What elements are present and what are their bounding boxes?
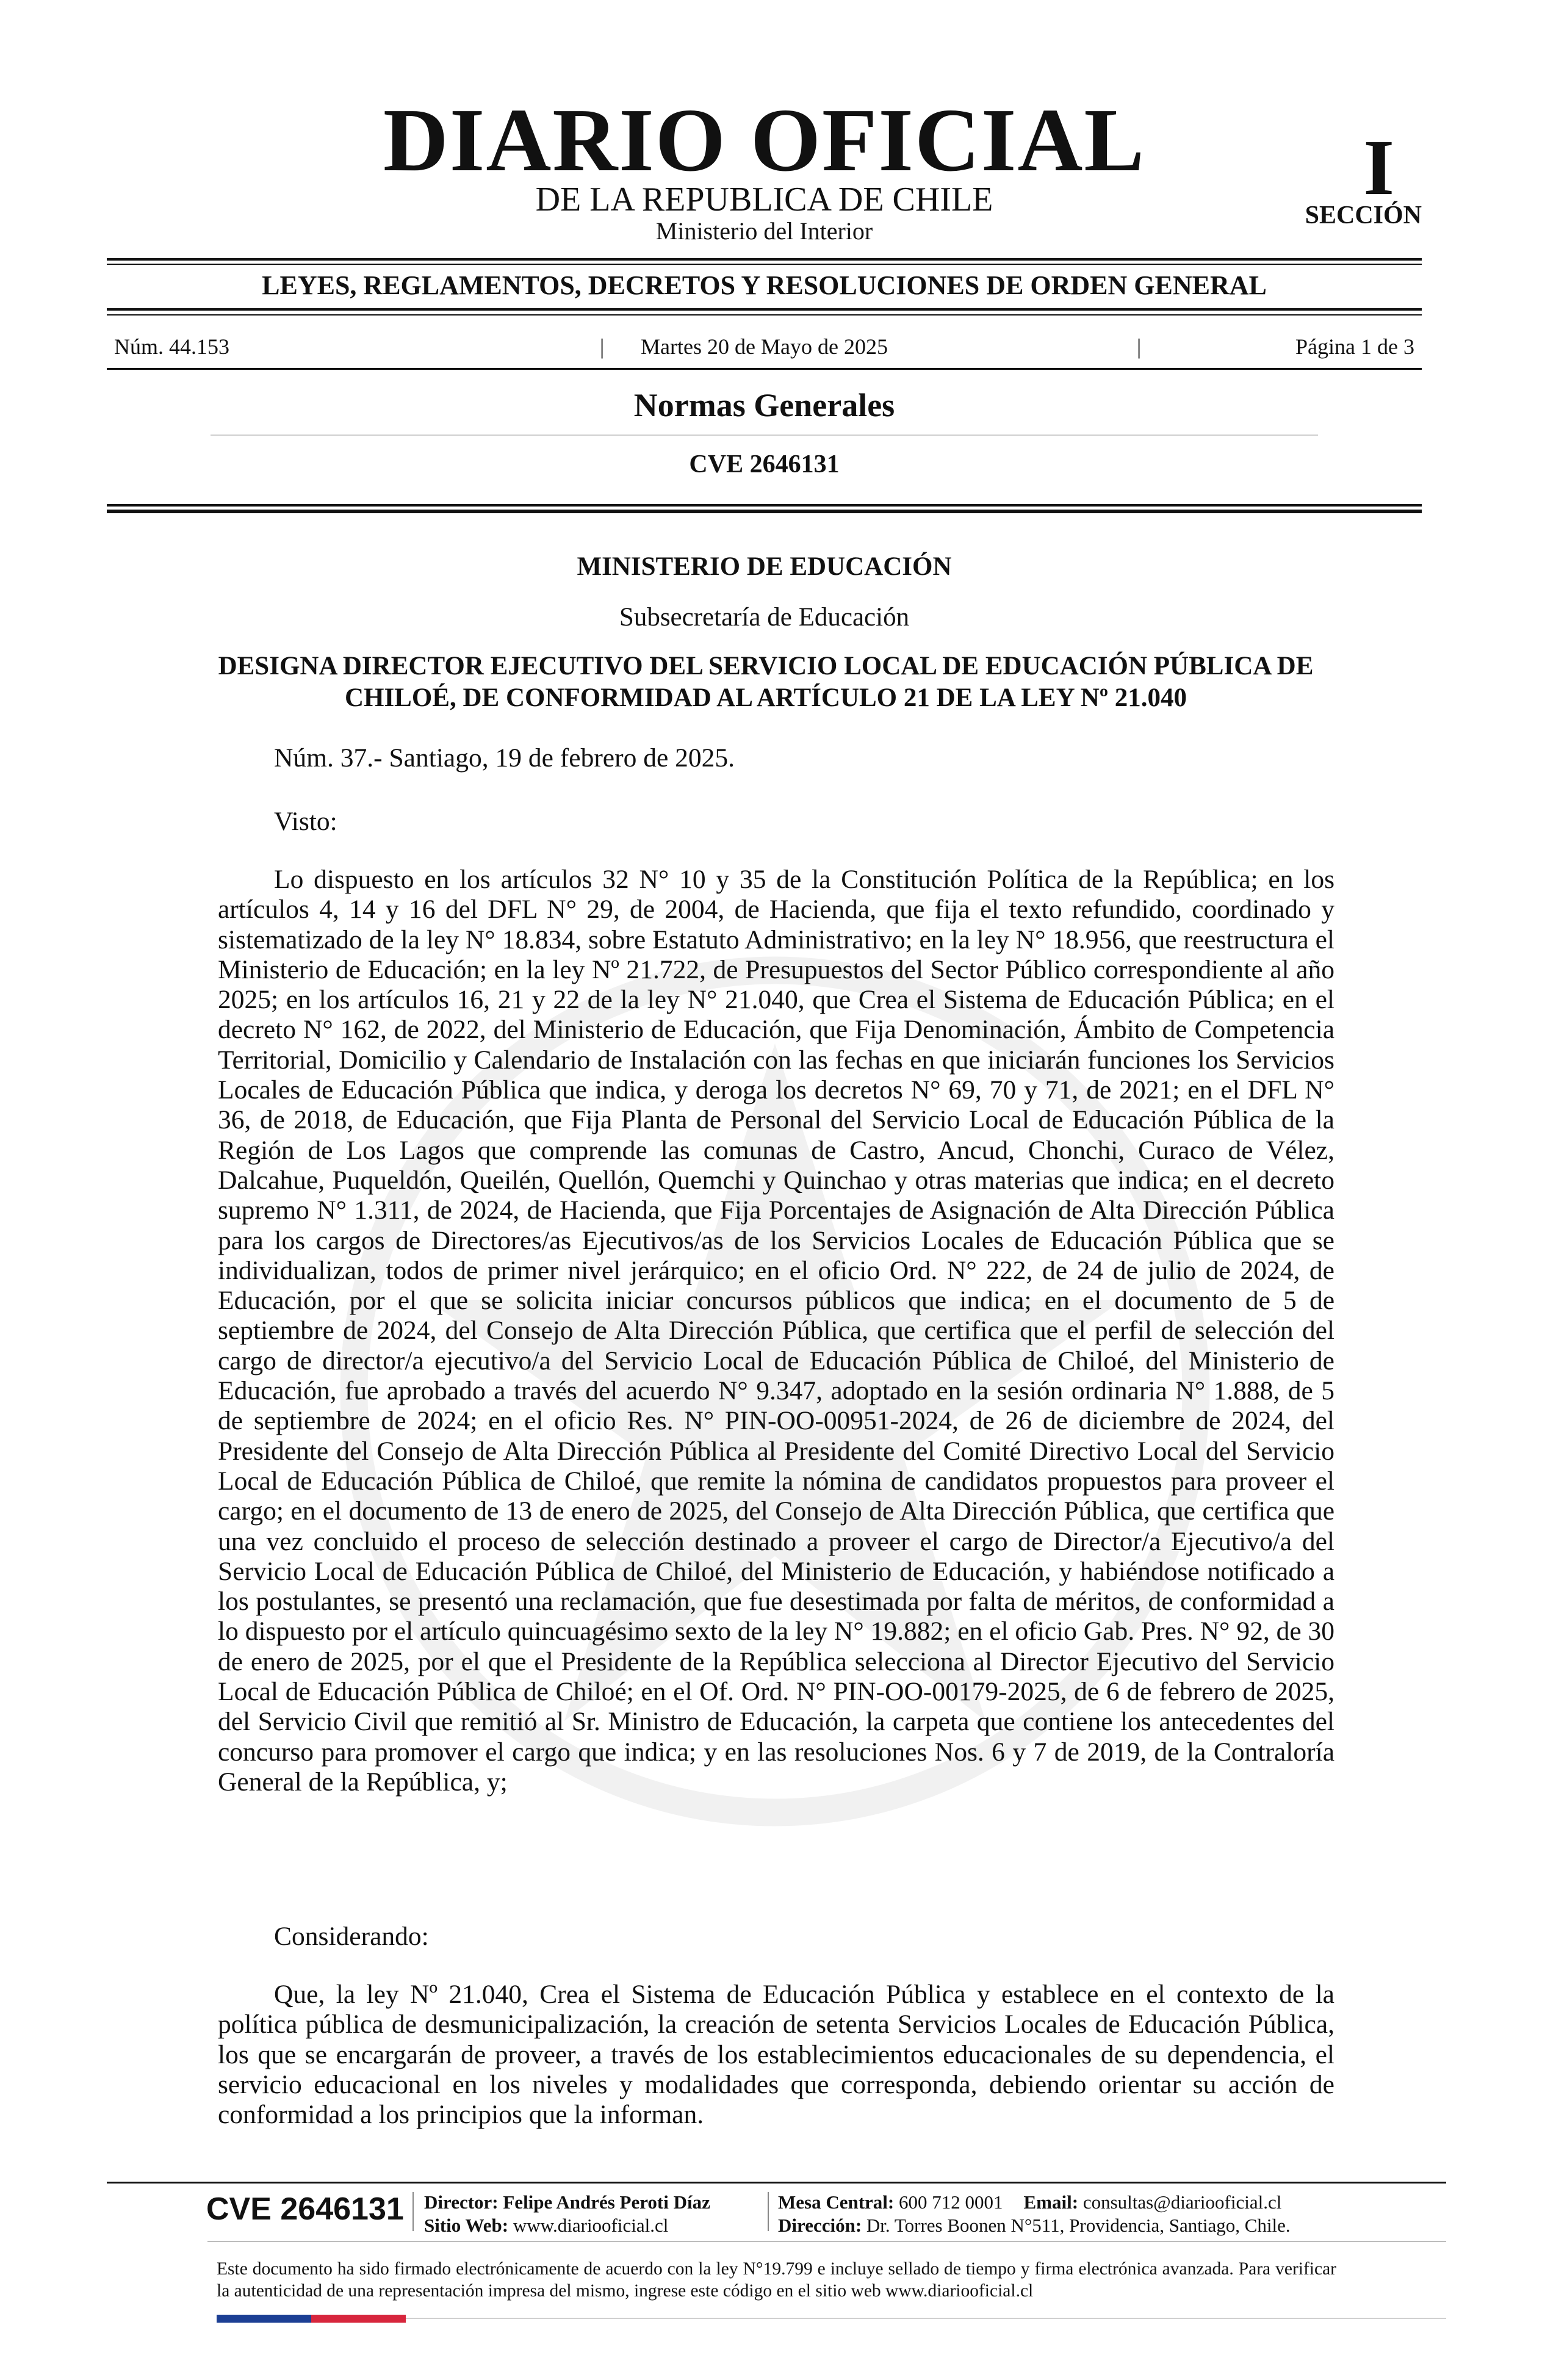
issue-number: Núm. 44.153 xyxy=(114,334,229,359)
visto-paragraph: Lo dispuesto en los artículos 32 N° 10 y 35 de la Constitución Política de la República; en los artículos 4, 14 y 16 del DFL N° 29, de 2004, de Hacienda, que fija el texto refundido, coordinado y sistematizado de la ley N° 18.834, sobre Estatuto Administrativo; en la ley N° 18.956, que reestructura el Ministerio de Educación; en la ley Nº 21.722, de Presupuestos del Sector Público correspondiente al año 2025; en los artículos 16, 21 y 22 de la ley N° 21.040, que Crea el Sistema de Educación Pública; en el decreto N° 162, de 2022, del Ministerio de Educación, que Fija Denominación, Ámbito de Competencia Territorial, Domicilio y Calendario de Instalación con las fechas en que iniciarán funciones los Servicios Locales de Educación Pública que indica, y deroga los decretos N° 69, 70 y 71, de 2021; en el DFL N° 36, de 2018, de Educación, que Fija Planta de Personal del Servicio Local de Educación Pública de la Región de Los Lagos que comprende las comunas de Castro, Ancud, Chonchi, Curaco de Vélez, Dalcahue, Puqueldón, Queilén, Quellón, Quemchi y Quinchao y otras materias que indica; en el decreto supremo N° 1.311, de 2024, de Hacienda, que Fija Porcentajes de Asignación de Alta Dirección Pública para los cargos de Directores/as Ejecutivos/as de los Servicios Locales de Educación Pública que se individualizan, todos de primer nivel jerárquico; en el oficio Ord. N° 222, de 24 de julio de 2024, de Educación, por el que se solicita iniciar concursos públicos que indica; en el documento de 5 de septiembre de 2024, del Consejo de Alta Dirección Pública, que certifica que el perfil de selección del cargo de director/a ejecutivo/a del Servicio Local de Educación Pública de Chiloé, del Ministerio de Educación, fue aprobado a través del acuerdo N° 9.347, adoptado en la sesión ordinaria N° 1.888, de 5 de septiembre de 2024; en el oficio Res. N° PIN-OO-00951-2024, de 26 de diciembre de 2024, del Presidente del Consejo de Alta Dirección Pública al Presidente del Comité Directivo Local del Servicio Local de Educación Pública de Chiloé, que remite la nómina de candidatos propuestos para proveer el cargo; en el documento de 13 de enero de 2025, del Consejo de Alta Dirección Pública, que certifica que una vez concluido el proceso de selección destinado a proveer el cargo de Director/a Ejecutivo/a del Servicio Local de Educación Pública de Chiloé, del Ministerio de Educación, y habiéndose notificado a los postulantes, se presentó una reclamación, que fue desestimada por falta de méritos, de conformidad a lo dispuesto por el artículo quincuagésimo sexto de la ley N° 19.882; en el oficio Gab. Pres. N° 92, de 30 de enero de 2025, por el que el Presidente de la República selecciona al Director Ejecutivo del Servicio Local de Educación Pública de Chiloé; en el Of. Ord. N° PIN-OO-00179-2025, de 6 de febrero de 2025, del Servicio Civil que remitió al Sr. Ministro de Educación, la carpeta que contiene los antecedentes del concurso para promover el cargo que indica; y en las resoluciones Nos. 6 y 7 de 2019, de la Contraloría General de la República, y; xyxy=(218,865,1334,1797)
phone-label: Mesa Central: xyxy=(778,2191,895,2213)
flag-blue-segment xyxy=(217,2315,311,2323)
issue-info-bar xyxy=(107,330,1422,364)
laws-heading: LEYES, REGLAMENTOS, DECRETOS Y RESOLUCIONES DE ORDEN GENERAL xyxy=(262,270,1267,300)
masthead-rule-thin xyxy=(107,264,1422,265)
cve-rule xyxy=(107,504,1422,507)
laws-rule-thin xyxy=(107,314,1422,316)
visto-label: Visto: xyxy=(274,807,337,836)
address-label: Dirección: xyxy=(778,2215,862,2236)
director-label: Director: xyxy=(424,2191,499,2213)
phone-value: 600 712 0001 xyxy=(899,2191,1003,2213)
email-link[interactable]: consultas@diariooficial.cl xyxy=(1082,2191,1282,2213)
footer-divider xyxy=(412,2192,414,2231)
masthead xyxy=(107,92,1422,256)
footer-divider xyxy=(768,2192,769,2231)
flag-stripe-line xyxy=(406,2318,1446,2319)
footer-signature-note: Este documento ha sido firmado electrónicamente de acuerdo con la ley N°19.799 e incluye sellado de tiempo y firma electrónica avanzada. Para verificar la autenticidad de una representación impresa del mismo, ingrese este código en el sitio web www.diariooficial.cl xyxy=(217,2259,1336,2301)
footer-director-block xyxy=(424,2191,710,2237)
newspaper-subtitle: DE LA REPUBLICA DE CHILE xyxy=(535,181,993,218)
section-heading-rule xyxy=(211,435,1318,436)
website-label: Sitio Web: xyxy=(424,2215,509,2236)
cve-rule-thick xyxy=(107,510,1422,513)
footer-rule xyxy=(107,2182,1446,2183)
considerando-label: Considerando: xyxy=(274,1922,429,1951)
info-separator: | xyxy=(1137,334,1142,359)
cve-code: CVE 2646131 xyxy=(689,450,840,478)
footer-rule-thin xyxy=(207,2241,1446,2242)
issue-date: Martes 20 de Mayo de 2025 xyxy=(641,334,888,359)
chile-flag-stripe xyxy=(217,2315,406,2323)
newspaper-ministry: Ministerio del Interior xyxy=(655,217,873,245)
decree-number-line: Núm. 37.- Santiago, 19 de febrero de 2025. xyxy=(274,743,735,773)
considerando-paragraph: Que, la ley Nº 21.040, Crea el Sistema de Educación Pública y establece en el contexto de la política pública de desmunicipalización, la creación de setenta Servicios Locales de Educación Pública, los que se encargarán de proveer, a través de los establecimientos educacionales de su dependencia, el servicio educacional en los niveles y modalidades que corresponda, debiendo orientar su acción de conformidad a los principios que la informan. xyxy=(218,1980,1334,2130)
page-indicator: Página 1 de 3 xyxy=(1295,334,1414,359)
ministry-heading: MINISTERIO DE EDUCACIÓN xyxy=(577,552,952,581)
section-numeral: I xyxy=(1363,124,1394,212)
subsecretaria-heading: Subsecretaría de Educación xyxy=(619,603,910,632)
decree-title: DESIGNA DIRECTOR EJECUTIVO DEL SERVICIO LOCAL DE EDUCACIÓN PÚBLICA DE CHILOÉ, DE CONFORMIDAD AL ARTÍCULO 21 DE LA LEY Nº 21.040 xyxy=(218,652,1314,712)
director-name: Felipe Andrés Peroti Díaz xyxy=(503,2191,710,2213)
flag-red-segment xyxy=(311,2315,406,2323)
footer-contact-block xyxy=(778,2191,1291,2237)
website-link[interactable]: www.diariooficial.cl xyxy=(513,2215,669,2236)
email-label: Email: xyxy=(1023,2191,1079,2213)
info-rule xyxy=(107,368,1422,370)
newspaper-title: DIARIO OFICIAL xyxy=(383,90,1146,190)
footer-cve-code: CVE 2646131 xyxy=(206,2191,404,2227)
section-heading: Normas Generales xyxy=(633,387,895,424)
masthead-rule xyxy=(107,258,1422,261)
address-value: Dr. Torres Boonen N°511, Providencia, Santiago, Chile. xyxy=(866,2215,1291,2236)
section-label: SECCIÓN xyxy=(1305,201,1422,229)
info-separator: | xyxy=(600,334,605,359)
laws-rule xyxy=(107,308,1422,311)
